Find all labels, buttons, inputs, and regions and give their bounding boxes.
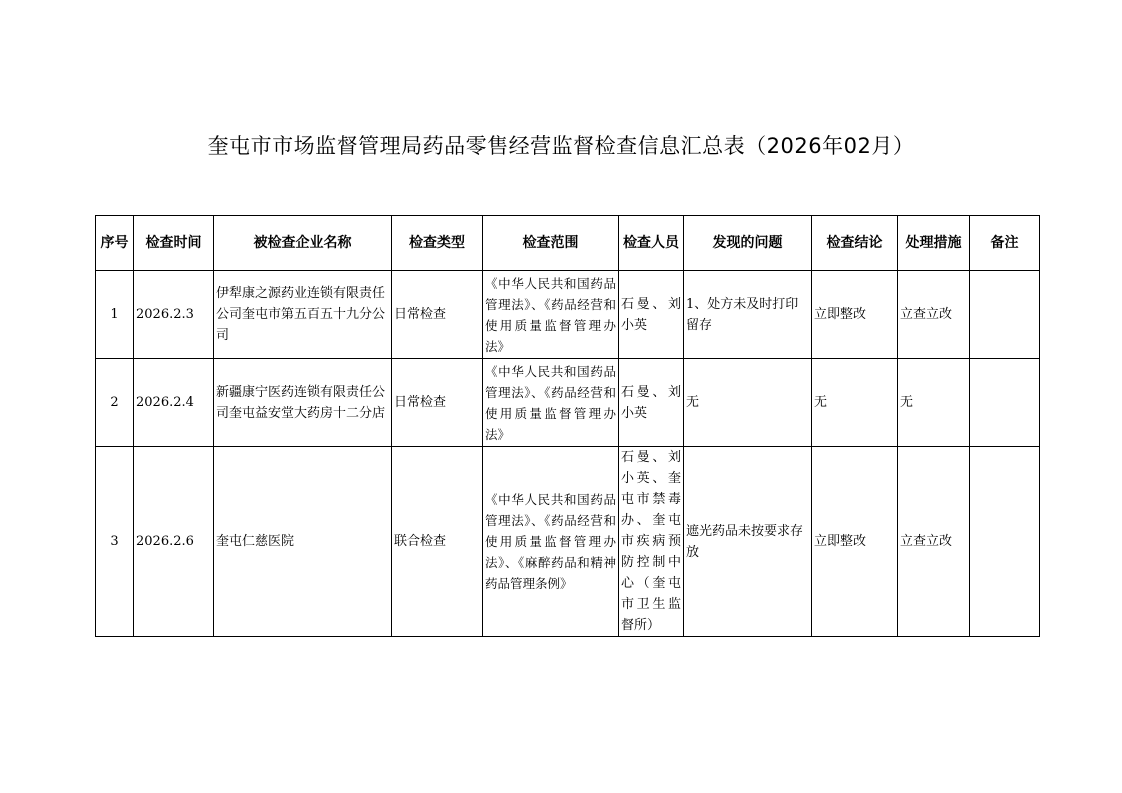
cell-issues: 无: [684, 359, 812, 447]
cell-inspectors: 石曼、刘小英: [619, 271, 684, 359]
cell-type: 联合检查: [392, 447, 483, 637]
cell-scope: 《中华人民共和国药品管理法》、《药品经营和使用质量监督管理办法》、《麻醉药品和精神药品管理条例》: [483, 447, 619, 637]
header-company: 被检查企业名称: [214, 216, 392, 271]
inspection-summary-table: [95, 215, 1040, 637]
header-conclusion: 检查结论: [812, 216, 898, 271]
cell-issues: 遮光药品未按要求存放: [684, 447, 812, 637]
cell-date: 2026.2.3: [134, 271, 214, 359]
cell-type: 日常检查: [392, 271, 483, 359]
cell-seq: 1: [96, 271, 134, 359]
header-remarks: 备注: [970, 216, 1040, 271]
cell-date: 2026.2.4: [134, 359, 214, 447]
header-issues: 发现的问题: [684, 216, 812, 271]
table-row: [96, 271, 1040, 359]
cell-inspectors: 石曼、刘小英: [619, 359, 684, 447]
cell-seq: 2: [96, 359, 134, 447]
cell-issues: 1、处方未及时打印留存: [684, 271, 812, 359]
header-date: 检查时间: [134, 216, 214, 271]
header-scope: 检查范围: [483, 216, 619, 271]
cell-type: 日常检查: [392, 359, 483, 447]
cell-measures: 立查立改: [898, 271, 970, 359]
cell-seq: 3: [96, 447, 134, 637]
header-measures: 处理措施: [898, 216, 970, 271]
cell-company: 奎屯仁慈医院: [214, 447, 392, 637]
header-type: 检查类型: [392, 216, 483, 271]
cell-scope: 《中华人民共和国药品管理法》、《药品经营和使用质量监督管理办法》: [483, 359, 619, 447]
cell-conclusion: 无: [812, 359, 898, 447]
table-header-row: [96, 216, 1040, 271]
cell-remarks: [970, 271, 1040, 359]
cell-conclusion: 立即整改: [812, 447, 898, 637]
cell-measures: 无: [898, 359, 970, 447]
cell-remarks: [970, 447, 1040, 637]
cell-remarks: [970, 359, 1040, 447]
table-row: [96, 359, 1040, 447]
header-inspectors: 检查人员: [619, 216, 684, 271]
cell-conclusion: 立即整改: [812, 271, 898, 359]
cell-date: 2026.2.6: [134, 447, 214, 637]
header-seq: 序号: [96, 216, 134, 271]
cell-measures: 立查立改: [898, 447, 970, 637]
table-row: [96, 447, 1040, 637]
cell-inspectors: 石曼、刘小英、奎屯市禁毒办、奎屯市疾病预防控制中心（奎屯市卫生监督所）: [619, 447, 684, 637]
page-title: 奎屯市市场监督管理局药品零售经营监督检查信息汇总表（2026年02月）: [207, 134, 915, 158]
cell-company: 伊犁康之源药业连锁有限责任公司奎屯市第五百五十九分公司: [214, 271, 392, 359]
cell-scope: 《中华人民共和国药品管理法》、《药品经营和使用质量监督管理办法》: [483, 271, 619, 359]
cell-company: 新疆康宁医药连锁有限责任公司奎屯益安堂大药房十二分店: [214, 359, 392, 447]
